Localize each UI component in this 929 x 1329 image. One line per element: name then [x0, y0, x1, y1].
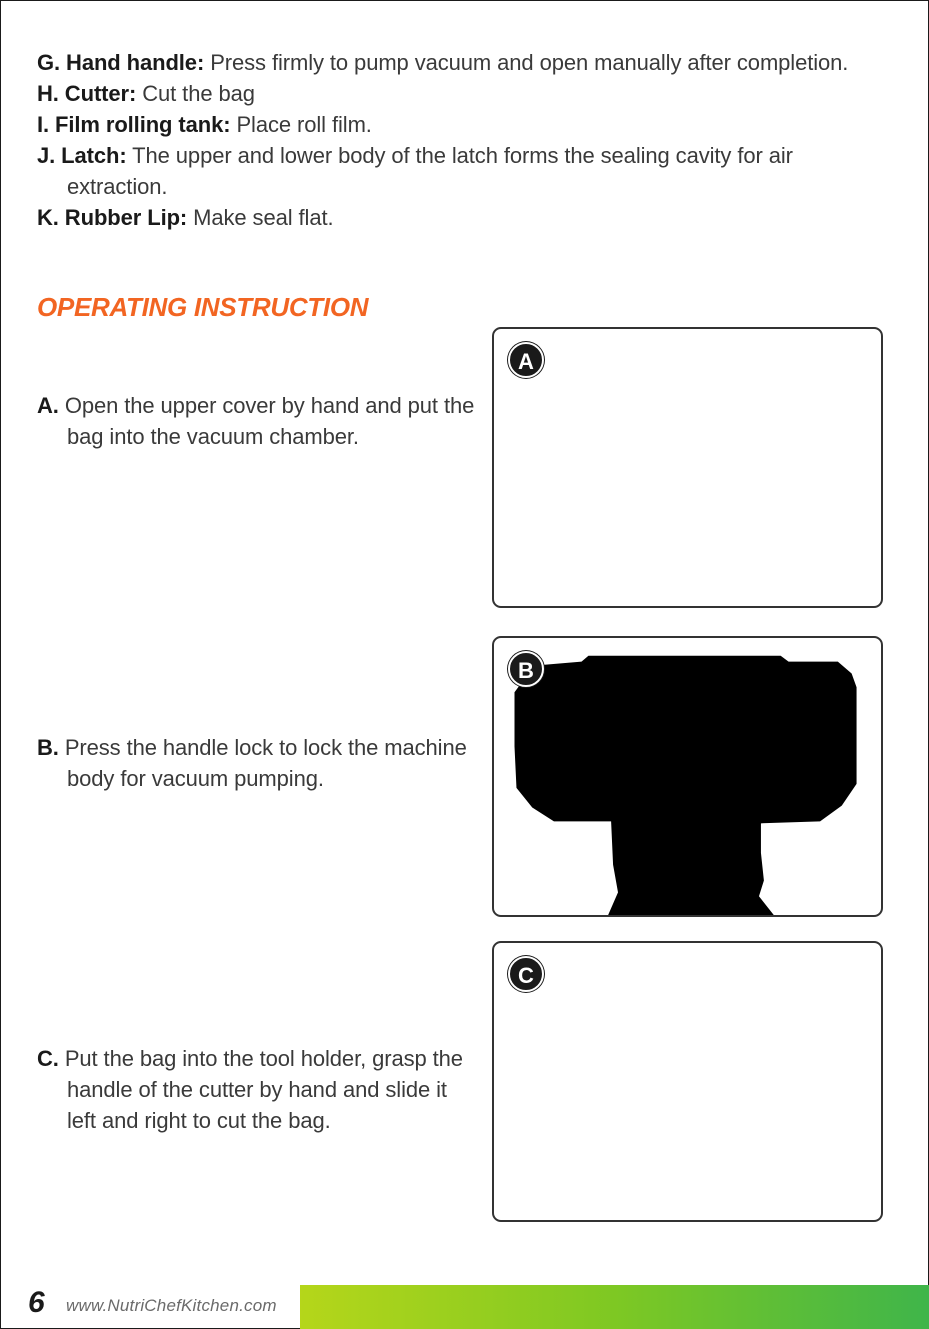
step-a-figure: [492, 327, 883, 608]
step-a-text: [37, 390, 477, 452]
step-key: C.: [37, 1046, 59, 1071]
step-description: Put the bag into the tool holder, grasp the handle of the cutter by hand and slide it left and right to cut the bag.: [58, 1046, 463, 1133]
step-key: A.: [37, 393, 59, 418]
part-description: Place roll film.: [230, 112, 372, 137]
part-description: Make seal flat.: [187, 205, 334, 230]
step-description: Press the handle lock to lock the machine body for vacuum pumping.: [58, 735, 467, 791]
part-description: Press firmly to pump vacuum and open manually after completion.: [204, 50, 849, 75]
part-key: K. Rubber Lip:: [37, 205, 188, 230]
section-title: OPERATING INSTRUCTION: [37, 292, 369, 322]
step-b-badge: B: [508, 651, 544, 687]
page-number: 6: [28, 1286, 45, 1319]
part-key: I. Film rolling tank:: [37, 112, 231, 137]
part-key: G. Hand handle:: [37, 50, 205, 75]
part-key: H. Cutter:: [37, 81, 137, 106]
step-c-text: [37, 1043, 477, 1136]
part-item-k: [37, 202, 897, 233]
step-a-badge: A: [508, 342, 544, 378]
part-item-j: [37, 140, 897, 202]
step-b-text: [37, 732, 477, 794]
step-c-figure: [492, 941, 883, 1222]
part-description: Cut the bag: [136, 81, 255, 106]
step-c-badge: C: [508, 956, 544, 992]
part-item-i: [37, 109, 897, 140]
machine-silhouette-image: [494, 638, 881, 915]
step-description: Open the upper cover by hand and put the bag into the vacuum chamber.: [58, 393, 475, 449]
part-item-h: [37, 78, 897, 109]
website-url: www.NutriChefKitchen.com: [66, 1296, 277, 1315]
part-item-g: [37, 47, 897, 78]
part-key: J. Latch:: [37, 143, 127, 168]
footer-gradient-bar: [300, 1285, 929, 1329]
step-b-figure: [492, 636, 883, 917]
parts-list: [37, 47, 897, 233]
step-key: B.: [37, 735, 59, 760]
part-description: The upper and lower body of the latch forms the sealing cavity for air extraction.: [67, 143, 793, 199]
